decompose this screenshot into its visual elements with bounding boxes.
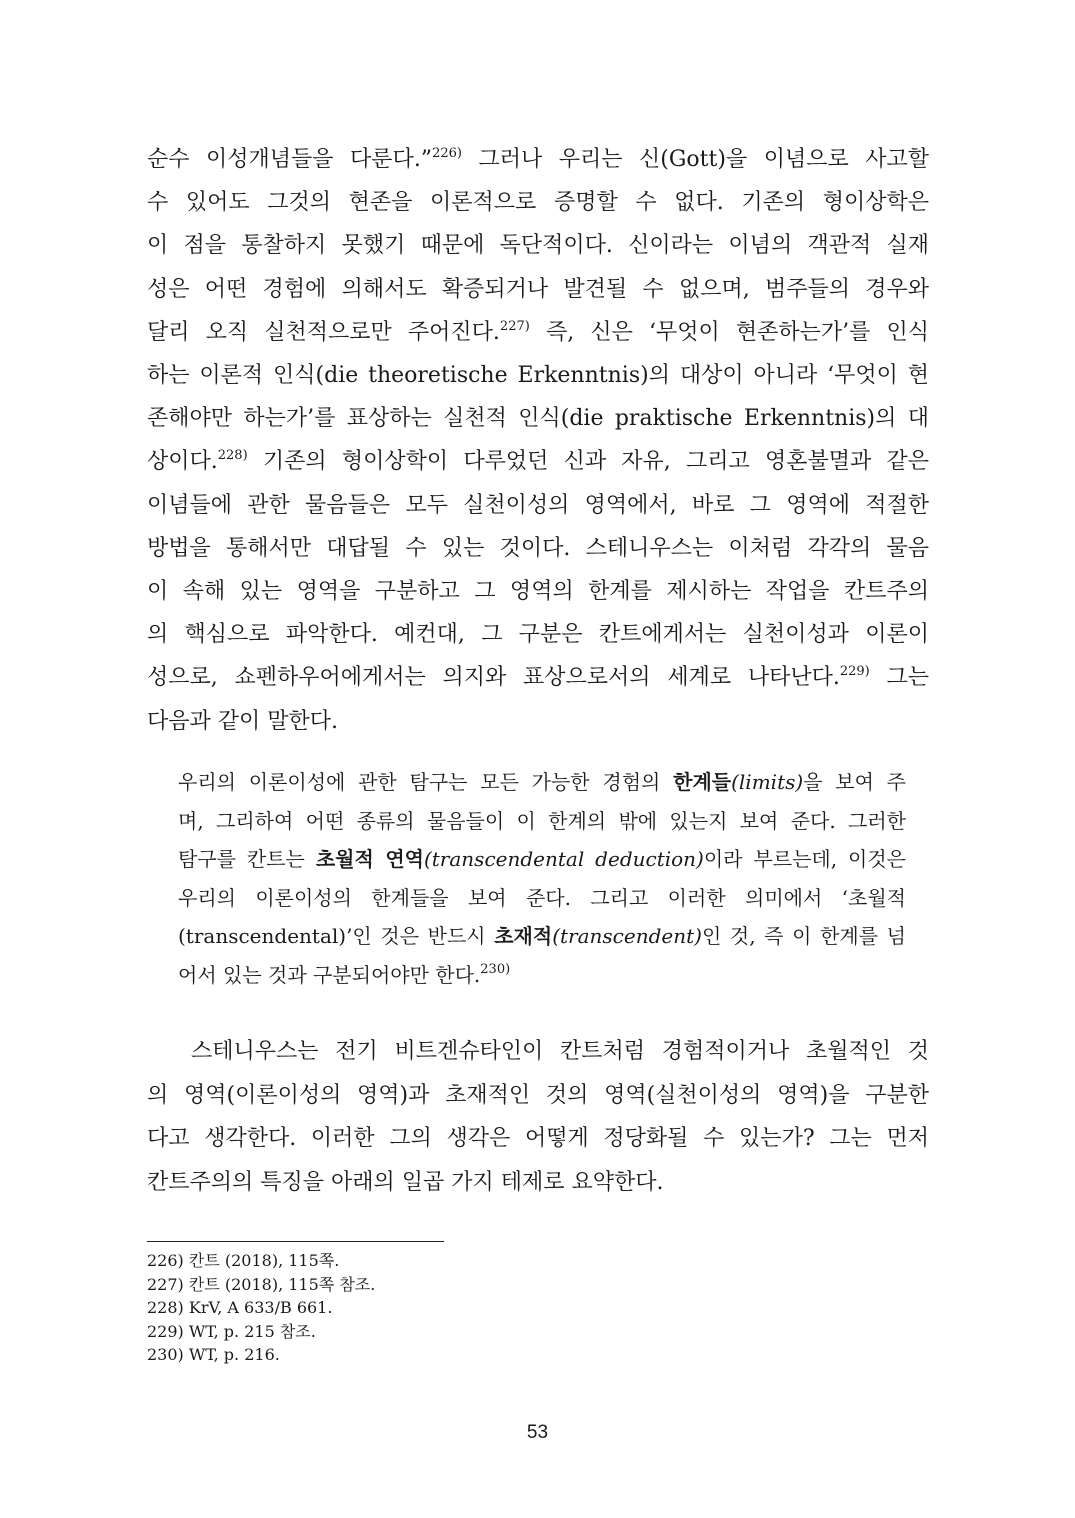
body-paragraph-1	[147, 138, 929, 743]
text-line: 방법을 통해서만 대답될 수 있는 것이다. 스테니우스는 이처럼 각각의 물음	[147, 535, 929, 561]
quote-line: 우리의 이론이성의 한계들을 보여 준다. 그리고 이러한 의미에서 ‘초월적	[178, 885, 906, 910]
footnote-ref-226[interactable]: 226)	[432, 146, 462, 161]
footnotes	[147, 1249, 747, 1367]
text-line: 이 속해 있는 영역을 구분하고 그 영역의 한계를 제시하는 작업을 칸트주의	[147, 579, 929, 605]
text-line: 성으로, 쇼펜하우어에게서는 의지와 표상으로서의 세계로 나타난다.$^{229)}$ 그는	[147, 664, 929, 691]
text-line: 하는 이론적 인식(die theoretische Erkenntnis)의 대상이 아니라 ‘무엇이 현	[147, 363, 929, 389]
text-line: 존해야만 하는가’를 표상하는 실천적 인식(die praktische Erkenntnis)의 대	[147, 406, 929, 432]
emphasis-bold: 초월적 연역	[315, 847, 424, 871]
quote-line: 우리의 이론이성에 관한 탐구는 모든 가능한 경험의 한계들(limits)을 보여 주	[178, 770, 906, 794]
footnote-226: 226) 칸트 (2018), 115쪽.	[147, 1251, 340, 1270]
footnote-228: 228) KrV, A 633/B 661.	[147, 1298, 333, 1318]
text-line: 칸트주의의 특징을 아래의 일곱 가지 테제로 요약한다.	[147, 1169, 664, 1195]
footnote-ref-228[interactable]: 228)	[217, 448, 248, 464]
text-line: 수 있어도 그것의 현존을 이론적으로 증명할 수 없다. 기존의 형이상학은	[147, 190, 929, 216]
quote-line: 며, 그리하여 어떤 종류의 물음들이 이 한계의 밖에 있는지 보여 준다. 그러한	[178, 808, 906, 833]
text-line: 다고 생각한다. 이러한 그의 생각은 어떻게 정당화될 수 있는가? 그는 먼저	[147, 1126, 929, 1151]
footnote-227: 227) 칸트 (2018), 115쪽 참조.	[147, 1274, 376, 1294]
text-line: 달리 오직 실천적으로만 주어진다.$^{227)}$ 즉, 신은 ‘무엇이 현존하는가’를 인식	[147, 318, 929, 345]
text-line: 의 핵심으로 파악한다. 예컨대, 그 구분은 칸트에게서는 실천이성과 이론이	[147, 622, 929, 648]
text-line: 상이다.$^{228)}$ 기존의 형이상학이 다루었던 신과 자유, 그리고 영혼불멸과 같은	[147, 448, 929, 475]
quote-line: 탐구를 칸트는 초월적 연역(transcendental deduction)이라 부르는데, 이것은	[178, 847, 906, 871]
footnote-ref-227[interactable]: 227)	[499, 318, 530, 334]
footnote-separator	[147, 1241, 444, 1242]
emphasis-italic: (transcendental deduction)	[423, 847, 704, 871]
emphasis-italic: (transcendent)	[552, 924, 702, 948]
text-line: 성은 어떤 경험에 의해서도 확증되거나 발견될 수 없으며, 범주들의 경우와	[147, 276, 929, 302]
text-line: 순수 이성개념들을 다룬다.”$^{226)}$ 그러나 우리는 신(Gott)을 이념으로 사고할	[147, 146, 930, 172]
emphasis-bold: 한계들	[673, 770, 732, 794]
block-quote	[178, 763, 906, 994]
emphasis-italic: (limits)	[731, 770, 804, 794]
footnote-229: 229) WT, p. 215 참조.	[147, 1321, 316, 1341]
footnote-230: 230) WT, p. 216.	[147, 1345, 280, 1365]
text-line: 의 영역(이론이성의 영역)과 초재적인 것의 영역(실천이성의 영역)을 구분한	[147, 1082, 929, 1108]
footnote-ref-230[interactable]: 230)	[480, 961, 511, 977]
body-paragraph-2	[147, 1030, 929, 1204]
text-line: 스테니우스는 전기 비트겐슈타인이 칸트처럼 경험적이거나 초월적인 것	[191, 1039, 929, 1064]
text-line: 다음과 같이 말한다.	[147, 708, 338, 734]
footnote-ref-229[interactable]: 229)	[839, 664, 870, 680]
quote-line: (transcendental)’인 것은 반드시 초재적(transcendent)인 것, 즉 이 한계를 넘	[178, 924, 906, 948]
text-line: 이념들에 관한 물음들은 모두 실천이성의 영역에서, 바로 그 영역에 적절한	[147, 492, 929, 518]
quote-line: 어서 있는 것과 구분되어야만 한다.$^{230)}$	[178, 961, 511, 987]
text-line: 이 점을 통찰하지 못했기 때문에 독단적이다. 신이라는 이념의 객관적 실재	[147, 233, 929, 259]
page-number: 53	[526, 1422, 549, 1443]
emphasis-bold: 초재적	[494, 924, 553, 948]
